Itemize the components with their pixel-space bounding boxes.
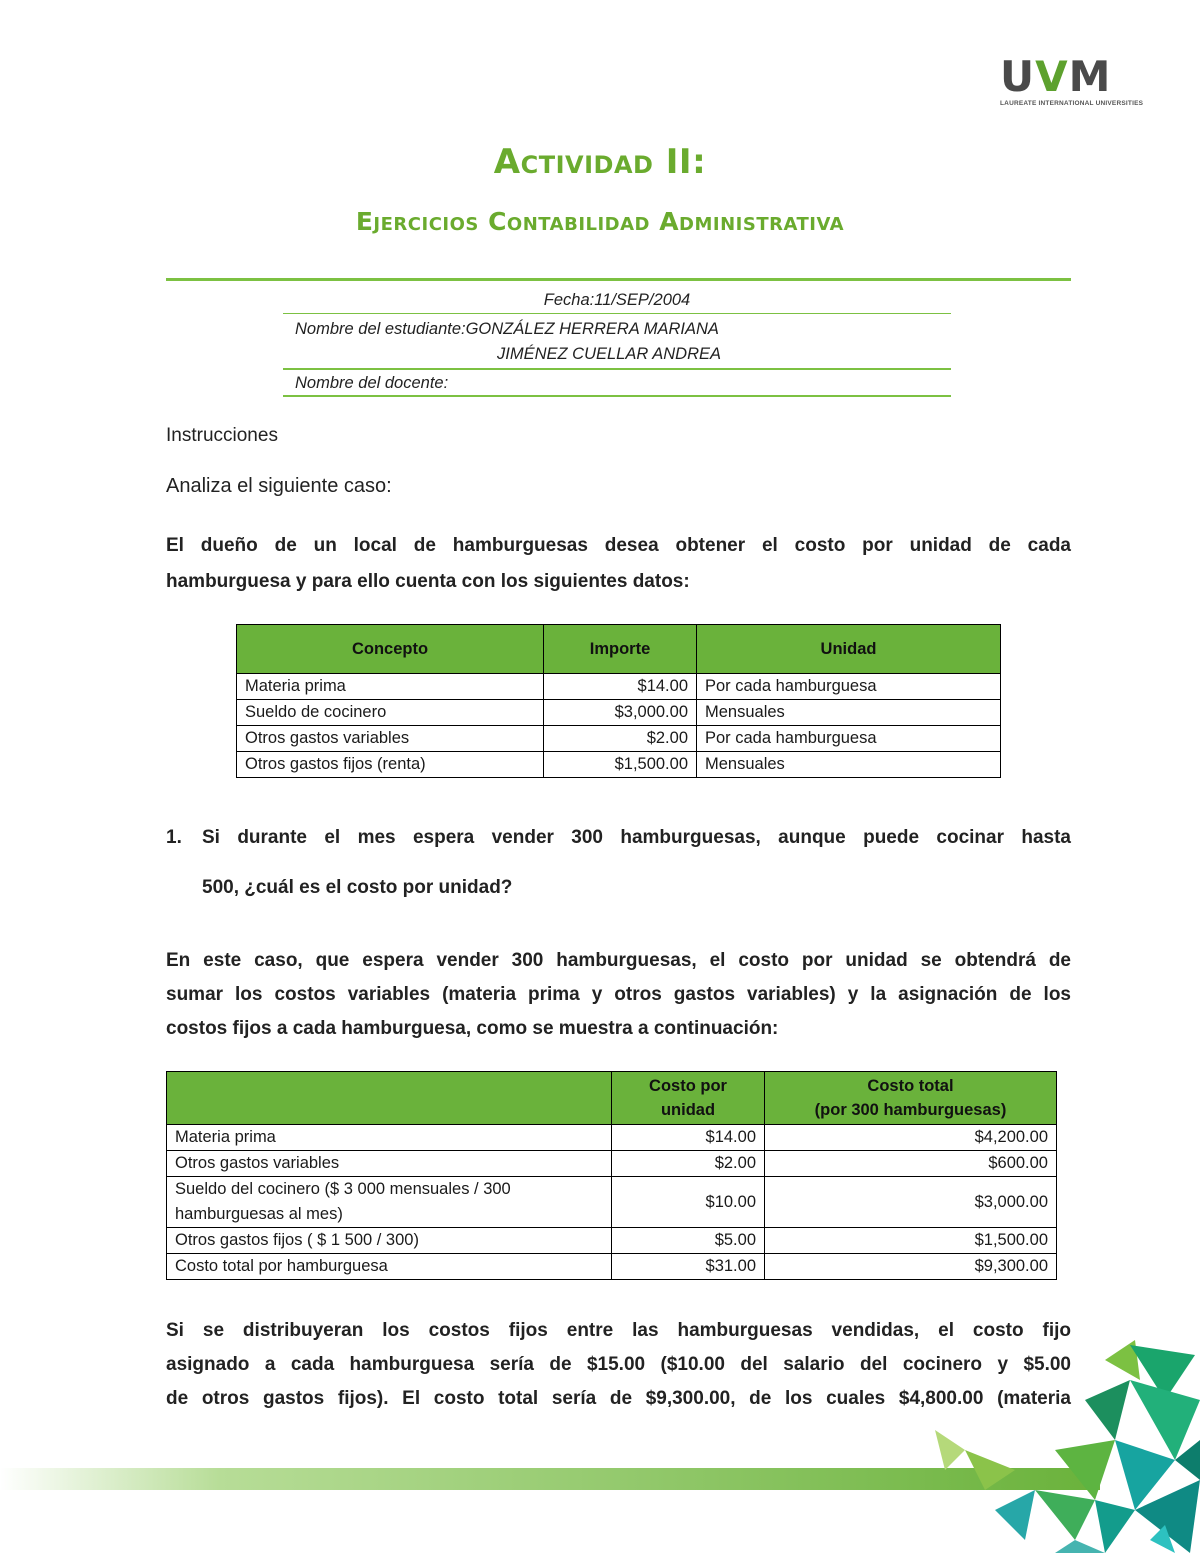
meta-divider bbox=[283, 368, 951, 370]
paragraph-line: asignado a cada hamburguesa sería de $15.00 ($10.00 del salario del cocinero y $5.00 bbox=[166, 1354, 1071, 1375]
meta-divider bbox=[283, 313, 951, 314]
table-row: Otros gastos variables $2.00 $600.00 bbox=[167, 1151, 1057, 1177]
student-name-2: JIMÉNEZ CUELLAR ANDREA bbox=[497, 345, 722, 363]
paragraph-line: En este caso, que espera vender 300 hamburguesas, el costo por unidad se obtendrá de bbox=[166, 950, 1071, 971]
table-row: Costo total por hamburguesa $31.00 $9,300.00 bbox=[167, 1254, 1057, 1280]
table-header: Costo total (por 300 hamburguesas) bbox=[765, 1072, 1057, 1125]
table-row: Sueldo del cocinero ($ 3 000 mensuales / 300 hamburguesas al mes) $10.00 $3,000.00 bbox=[167, 1177, 1057, 1228]
meta-divider bbox=[283, 395, 951, 397]
page-subtitle: Ejercicios Contabilidad Administrativa bbox=[355, 207, 845, 236]
table-row: Otros gastos fijos ( $ 1 500 / 300) $5.00 $1,500.00 bbox=[167, 1228, 1057, 1254]
student-name-field: Nombre del estudiante:GONZÁLEZ HERRERA MARIANA bbox=[295, 320, 719, 338]
title-divider bbox=[166, 278, 1071, 281]
page-title: Actividad II: bbox=[493, 142, 707, 182]
table-header bbox=[167, 1072, 612, 1125]
question-line: Si durante el mes espera vender 300 hamburguesas, aunque puede cocinar hasta bbox=[202, 827, 1071, 848]
uvm-logo: UVM LAUREATE INTERNATIONAL UNIVERSITIES bbox=[1000, 52, 1144, 107]
table-row: Otros gastos variables $2.00 Por cada hamburguesa bbox=[237, 726, 1001, 752]
table-header: Importe bbox=[544, 625, 697, 674]
paragraph-line: Si se distribuyeran los costos fijos entre las hamburguesas vendidas, el costo fijo bbox=[166, 1320, 1071, 1341]
data-table bbox=[236, 624, 1001, 778]
paragraph-line: sumar los costos variables (materia prima y otros gastos variables) y la asignación de los bbox=[166, 984, 1071, 1005]
table-header: Costo por unidad bbox=[612, 1072, 765, 1125]
table-row: Sueldo de cocinero $3,000.00 Mensuales bbox=[237, 700, 1001, 726]
teacher-name-field: Nombre del docente: bbox=[295, 374, 449, 392]
case-intro: Analiza el siguiente caso: bbox=[166, 475, 392, 497]
fecha-field: Fecha:11/SEP/2004 bbox=[543, 291, 691, 309]
table-header: Unidad bbox=[697, 625, 1001, 674]
cost-table bbox=[166, 1071, 1057, 1280]
question-number: 1. bbox=[166, 827, 182, 848]
table-row: Materia prima $14.00 Por cada hamburguesa bbox=[237, 674, 1001, 700]
logo-subtitle: LAUREATE INTERNATIONAL UNIVERSITIES bbox=[1000, 100, 1144, 107]
decorative-polygons bbox=[935, 1340, 1200, 1553]
table-row: Materia prima $14.00 $4,200.00 bbox=[167, 1125, 1057, 1151]
paragraph-line: costos fijos a cada hamburguesa, como se muestra a continuación: bbox=[166, 1018, 779, 1039]
instructions-heading: Instrucciones bbox=[166, 425, 278, 446]
table-row: Otros gastos fijos (renta) $1,500.00 Mensuales bbox=[237, 752, 1001, 778]
paragraph-line: hamburguesa y para ello cuenta con los siguientes datos: bbox=[166, 571, 690, 592]
table-header: Concepto bbox=[237, 625, 544, 674]
question-line: 500, ¿cuál es el costo por unidad? bbox=[202, 877, 513, 898]
paragraph-line: El dueño de un local de hamburguesas desea obtener el costo por unidad de cada bbox=[166, 535, 1071, 556]
paragraph-line: de otros gastos fijos). El costo total sería de $9,300.00, de los cuales $4,800.00 (materia bbox=[166, 1388, 1071, 1409]
